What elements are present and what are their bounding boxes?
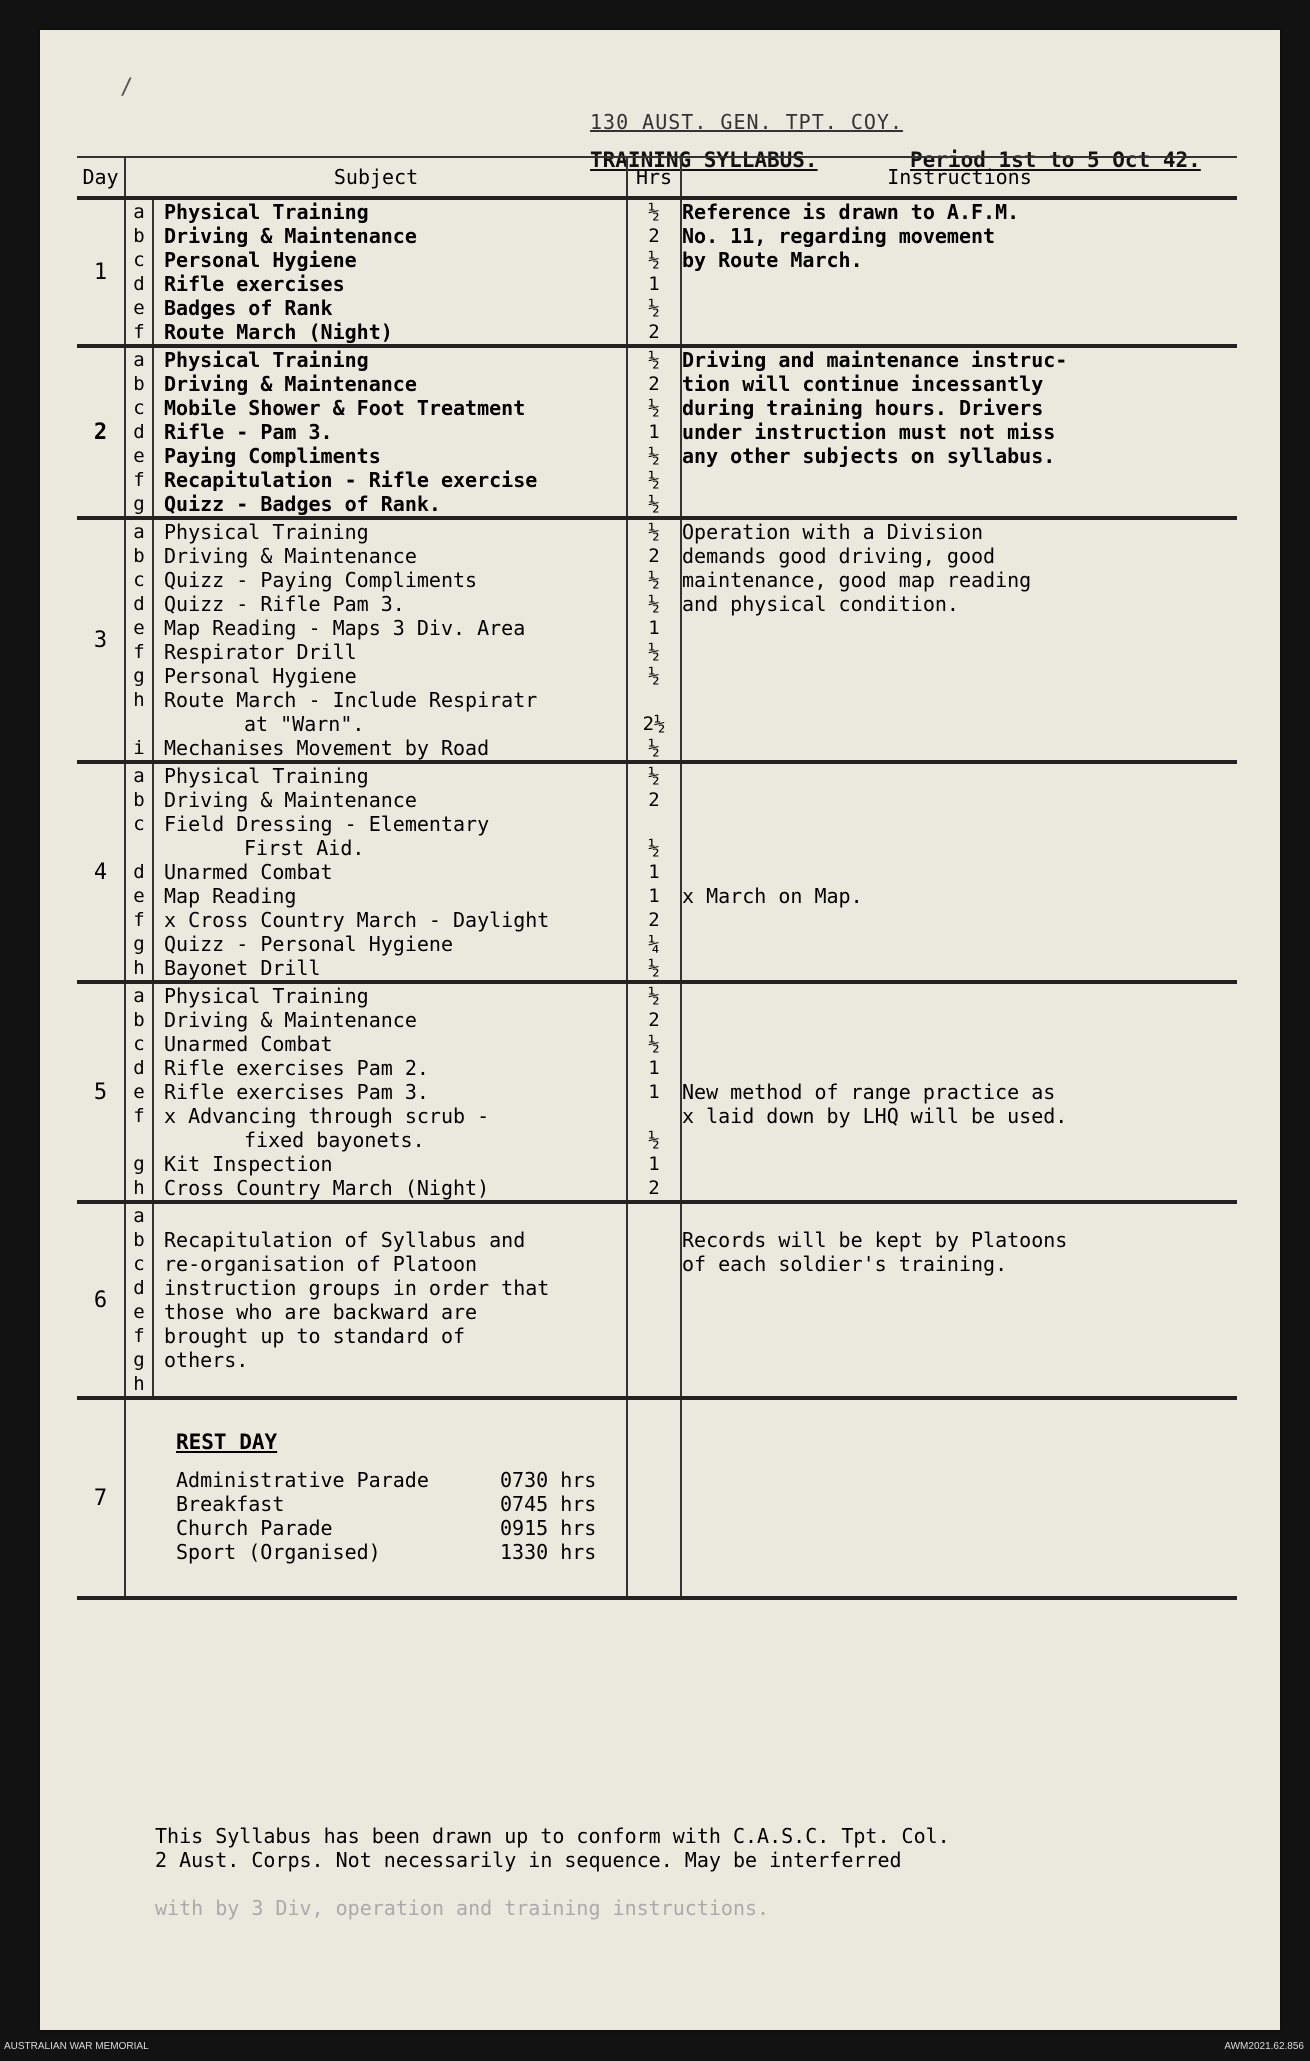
item-letter: a: [133, 985, 145, 1007]
rest-item-label: Breakfast: [176, 1492, 285, 1516]
day-block: [77, 198, 1237, 346]
day-number: 5: [77, 982, 125, 1202]
rest-day-instructions: [681, 1398, 1237, 1598]
item-hrs: 2: [648, 545, 660, 567]
item-subject: Recapitulation - Rifle exercise: [164, 468, 538, 492]
item-subject: Paying Compliments: [164, 444, 381, 468]
day-number: 4: [77, 762, 125, 982]
column-header-subject: Subject: [125, 157, 627, 198]
day-instructions: Driving and maintenance instruc- tion will continue incessantly during training hours. Drivers under instruction must not miss any other subjects on syllabus.: [681, 346, 1237, 518]
item-letter: c: [133, 397, 145, 419]
item-letter: d: [133, 273, 145, 295]
item-subject: Recapitulation of Syllabus and: [164, 1228, 526, 1252]
item-letters: [125, 518, 153, 762]
item-hrs: 2: [648, 1009, 660, 1031]
rest-item-label: Church Parade: [176, 1516, 333, 1540]
item-letter: f: [133, 1105, 145, 1127]
item-letter: c: [133, 1033, 145, 1055]
item-letter: e: [133, 1081, 145, 1103]
item-letter: d: [133, 861, 145, 883]
syllabus-period: Period 1st to 5 Oct 42.: [910, 148, 1201, 172]
item-letters: [125, 982, 153, 1202]
syllabus-table: [77, 156, 1237, 1600]
item-hrs: 1: [648, 617, 660, 639]
item-letter: a: [133, 765, 145, 787]
item-subject: Driving & Maintenance: [164, 224, 417, 248]
item-hrs: 2: [648, 225, 660, 247]
rest-item-label: Sport (Organised): [176, 1540, 381, 1564]
item-letter: a: [133, 349, 145, 371]
item-hrs: [628, 1348, 680, 1372]
item-hrs: [628, 812, 680, 836]
item-subjects: [153, 1202, 627, 1398]
day-instructions: Records will be kept by Platoons of each soldier's training.: [681, 1202, 1237, 1398]
item-subject: Driving & Maintenance: [164, 544, 417, 568]
item-subject: Rifle exercises: [164, 272, 345, 296]
item-subject: [154, 1372, 626, 1396]
item-hrs: ½: [648, 469, 660, 491]
item-subject: Route March (Night): [164, 320, 393, 344]
item-hrs: ½: [648, 521, 660, 543]
item-hours: [627, 198, 681, 346]
item-hrs: 1: [648, 1057, 660, 1079]
item-subject: fixed bayonets.: [244, 1128, 425, 1152]
item-hrs: ½: [648, 641, 660, 663]
syllabus-title: TRAINING SYLLABUS.: [590, 148, 818, 172]
item-letter: f: [133, 469, 145, 491]
item-subject: Personal Hygiene: [164, 664, 357, 688]
item-hours: [627, 982, 681, 1202]
item-letter: e: [133, 297, 145, 319]
item-letters: [125, 762, 153, 982]
item-letter: b: [133, 789, 145, 811]
item-letters: [125, 198, 153, 346]
item-subject: Physical Training: [164, 348, 369, 372]
item-hrs: 2: [648, 909, 660, 931]
day-block: [77, 982, 1237, 1202]
day-instructions: x March on Map.: [681, 762, 1237, 982]
item-hrs: 2: [648, 789, 660, 811]
item-subject: Route March - Include Respiratr: [164, 688, 538, 712]
item-subject: Quizz - Paying Compliments: [164, 568, 478, 592]
item-subject: Map Reading - Maps 3 Div. Area: [164, 616, 526, 640]
item-letter: f: [133, 1325, 145, 1347]
item-hrs: ½: [648, 837, 660, 859]
item-subject: Field Dressing - Elementary: [164, 812, 490, 836]
day-number: 1: [77, 198, 125, 346]
item-letter: c: [133, 569, 145, 591]
rest-day-block: [77, 1398, 1237, 1598]
item-subject: [154, 1204, 626, 1228]
item-letter: d: [133, 1057, 145, 1079]
item-hrs: ½: [648, 397, 660, 419]
item-hrs: ½: [648, 957, 660, 979]
item-letter: f: [133, 641, 145, 663]
footer-note: [155, 1800, 1195, 1944]
item-hrs: [628, 688, 680, 712]
item-subject: Mechanises Movement by Road: [164, 736, 490, 760]
column-header-day: Day: [77, 157, 125, 198]
item-hours: [627, 346, 681, 518]
item-hours: [627, 762, 681, 982]
item-subject: x Advancing through scrub -: [164, 1104, 490, 1128]
item-hrs: 1: [648, 273, 660, 295]
item-letter: h: [133, 1177, 145, 1199]
item-hrs: ½: [648, 201, 660, 223]
rest-item-label: Administrative Parade: [176, 1468, 429, 1492]
item-letter: g: [133, 493, 145, 515]
item-letter: h: [133, 1373, 145, 1395]
item-hrs: [628, 1372, 680, 1396]
item-subject: re-organisation of Platoon: [164, 1252, 478, 1276]
item-subject: Map Reading: [164, 884, 297, 908]
item-hrs: 1: [648, 1153, 660, 1175]
item-subject: Physical Training: [164, 764, 369, 788]
item-hrs: ½: [648, 737, 660, 759]
item-letter: e: [133, 885, 145, 907]
item-subject: First Aid.: [244, 836, 365, 860]
item-hrs: ½: [648, 349, 660, 371]
item-subject: x Cross Country March - Daylight: [164, 908, 550, 932]
item-subjects: [153, 762, 627, 982]
item-letter: b: [133, 1229, 145, 1251]
rest-item-time: 0745 hrs: [500, 1492, 597, 1516]
day-block: [77, 346, 1237, 518]
item-subject: those who are backward are: [164, 1300, 478, 1324]
item-hrs: ½: [648, 985, 660, 1007]
item-subject: Badges of Rank: [164, 296, 333, 320]
item-letter: a: [133, 521, 145, 543]
item-letter: c: [133, 249, 145, 271]
item-subject: Rifle exercises Pam 3.: [164, 1080, 429, 1104]
item-subject: Quizz - Rifle Pam 3.: [164, 592, 405, 616]
rest-day-hours: [627, 1398, 681, 1598]
rest-day-item: [126, 1492, 626, 1516]
footer-note-text: This Syllabus has been drawn up to conform with C.A.S.C. Tpt. Col. 2 Aust. Corps. Not necessarily in sequence. May be interferred: [155, 1824, 950, 1872]
item-subject: Kit Inspection: [164, 1152, 333, 1176]
item-letter: c: [133, 813, 145, 835]
item-letter: h: [133, 957, 145, 979]
item-letter: g: [133, 1153, 145, 1175]
item-subjects: [153, 346, 627, 518]
item-hrs: [628, 1276, 680, 1300]
item-letter: b: [133, 373, 145, 395]
item-subject: Personal Hygiene: [164, 248, 357, 272]
item-hrs: 1: [648, 421, 660, 443]
item-letter: [126, 836, 152, 860]
day-block: [77, 518, 1237, 762]
item-hrs: ½: [648, 493, 660, 515]
item-letters: [125, 1202, 153, 1398]
unit-heading: 130 AUST. GEN. TPT. COY.: [590, 110, 903, 134]
item-letter: a: [133, 1205, 145, 1227]
item-letter: d: [133, 421, 145, 443]
day-number: 6: [77, 1202, 125, 1398]
item-subject: Unarmed Combat: [164, 1032, 333, 1056]
item-subject: Physical Training: [164, 520, 369, 544]
item-subject: Quizz - Personal Hygiene: [164, 932, 453, 956]
rest-day-item: [126, 1540, 626, 1564]
item-subjects: [153, 982, 627, 1202]
item-letter: g: [133, 933, 145, 955]
rest-day-content: [125, 1398, 627, 1598]
day-number: 7: [77, 1398, 125, 1598]
rest-day-item: [126, 1468, 626, 1492]
item-subject: Mobile Shower & Foot Treatment: [164, 396, 526, 420]
item-hrs: [628, 1104, 680, 1128]
item-hrs: ½: [648, 297, 660, 319]
item-subject: brought up to standard of: [164, 1324, 466, 1348]
item-subject: Quizz - Badges of Rank.: [164, 492, 441, 516]
day-number: 2: [77, 346, 125, 518]
day-block: [77, 762, 1237, 982]
item-hrs: ½: [648, 445, 660, 467]
item-subject: Respirator Drill: [164, 640, 357, 664]
item-subject: instruction groups in order that: [164, 1276, 550, 1300]
rest-item-time: 0730 hrs: [500, 1468, 597, 1492]
item-letter: d: [133, 1277, 145, 1299]
item-hrs: ½: [648, 249, 660, 271]
item-hrs: ½: [648, 765, 660, 787]
item-letter: e: [133, 617, 145, 639]
item-hrs: ½: [648, 1129, 660, 1151]
item-letters: [125, 346, 153, 518]
item-subject: Rifle exercises Pam 2.: [164, 1056, 429, 1080]
rest-item-time: 1330 hrs: [500, 1540, 597, 1564]
item-letter: d: [133, 593, 145, 615]
item-letter: f: [133, 321, 145, 343]
item-hrs: 2½: [642, 713, 666, 735]
item-subject: Rifle - Pam 3.: [164, 420, 333, 444]
item-hrs: 2: [648, 1177, 660, 1199]
item-hrs: 2: [648, 373, 660, 395]
item-letter: a: [133, 201, 145, 223]
item-subject: others.: [164, 1348, 249, 1372]
day-instructions: New method of range practice as x laid down by LHQ will be used.: [681, 982, 1237, 1202]
item-hours: [627, 518, 681, 762]
item-hrs: 1: [648, 861, 660, 883]
item-hrs: 1: [648, 885, 660, 907]
item-letter: b: [133, 225, 145, 247]
item-letter: c: [133, 1253, 145, 1275]
item-subject: Physical Training: [164, 984, 369, 1008]
item-letter: i: [133, 737, 145, 759]
item-hrs: ¼: [648, 933, 660, 955]
item-subject: Driving & Maintenance: [164, 788, 417, 812]
column-header-hrs: Hrs: [627, 157, 681, 198]
item-hrs: ½: [648, 593, 660, 615]
item-hrs: [628, 1300, 680, 1324]
item-letter: b: [133, 545, 145, 567]
item-letter: [126, 1128, 152, 1152]
archive-caption: AUSTRALIAN WAR MEMORIAL: [4, 2041, 149, 2052]
item-hrs: [628, 1204, 680, 1228]
item-letter: g: [133, 1349, 145, 1371]
day-instructions: Reference is drawn to A.F.M. No. 11, regarding movement by Route March.: [681, 198, 1237, 346]
item-letter: g: [133, 665, 145, 687]
item-letter: f: [133, 909, 145, 931]
item-subject: Cross Country March (Night): [164, 1176, 490, 1200]
archive-reference: AWM2021.62.856: [1224, 2041, 1304, 2052]
item-hrs: [628, 1228, 680, 1252]
item-letter: e: [133, 445, 145, 467]
rest-item-time: 0915 hrs: [500, 1516, 597, 1540]
item-subject: Unarmed Combat: [164, 860, 333, 884]
day-number: 3: [77, 518, 125, 762]
day-instructions: Operation with a Division demands good driving, good maintenance, good map reading and physical condition.: [681, 518, 1237, 762]
item-hrs: 2: [648, 321, 660, 343]
item-hrs: ½: [648, 665, 660, 687]
item-letter: e: [133, 1301, 145, 1323]
item-hrs: ½: [648, 569, 660, 591]
item-hours: [627, 1202, 681, 1398]
item-letter: b: [133, 1009, 145, 1031]
item-subjects: [153, 518, 627, 762]
day-block: [77, 1202, 1237, 1398]
item-hrs: [628, 1324, 680, 1348]
table-header-row: [77, 157, 1237, 198]
pencil-mark: /: [120, 75, 134, 100]
item-subject: Bayonet Drill: [164, 956, 321, 980]
column-header-instructions: Instructions: [681, 157, 1237, 198]
item-letter: h: [133, 689, 145, 711]
item-subjects: [153, 198, 627, 346]
item-subject: Driving & Maintenance: [164, 372, 417, 396]
item-subject: Driving & Maintenance: [164, 1008, 417, 1032]
item-hrs: 1: [648, 1081, 660, 1103]
item-subject: at "Warn".: [244, 712, 365, 736]
item-hrs: ½: [648, 1033, 660, 1055]
rest-day-title: REST DAY: [176, 1430, 278, 1454]
item-subject: Physical Training: [164, 200, 369, 224]
footer-note-faint: with by 3 Div, operation and training instructions.: [155, 1896, 770, 1920]
rest-day-item: [126, 1516, 626, 1540]
item-hrs: [628, 1252, 680, 1276]
item-letter: [126, 712, 152, 736]
